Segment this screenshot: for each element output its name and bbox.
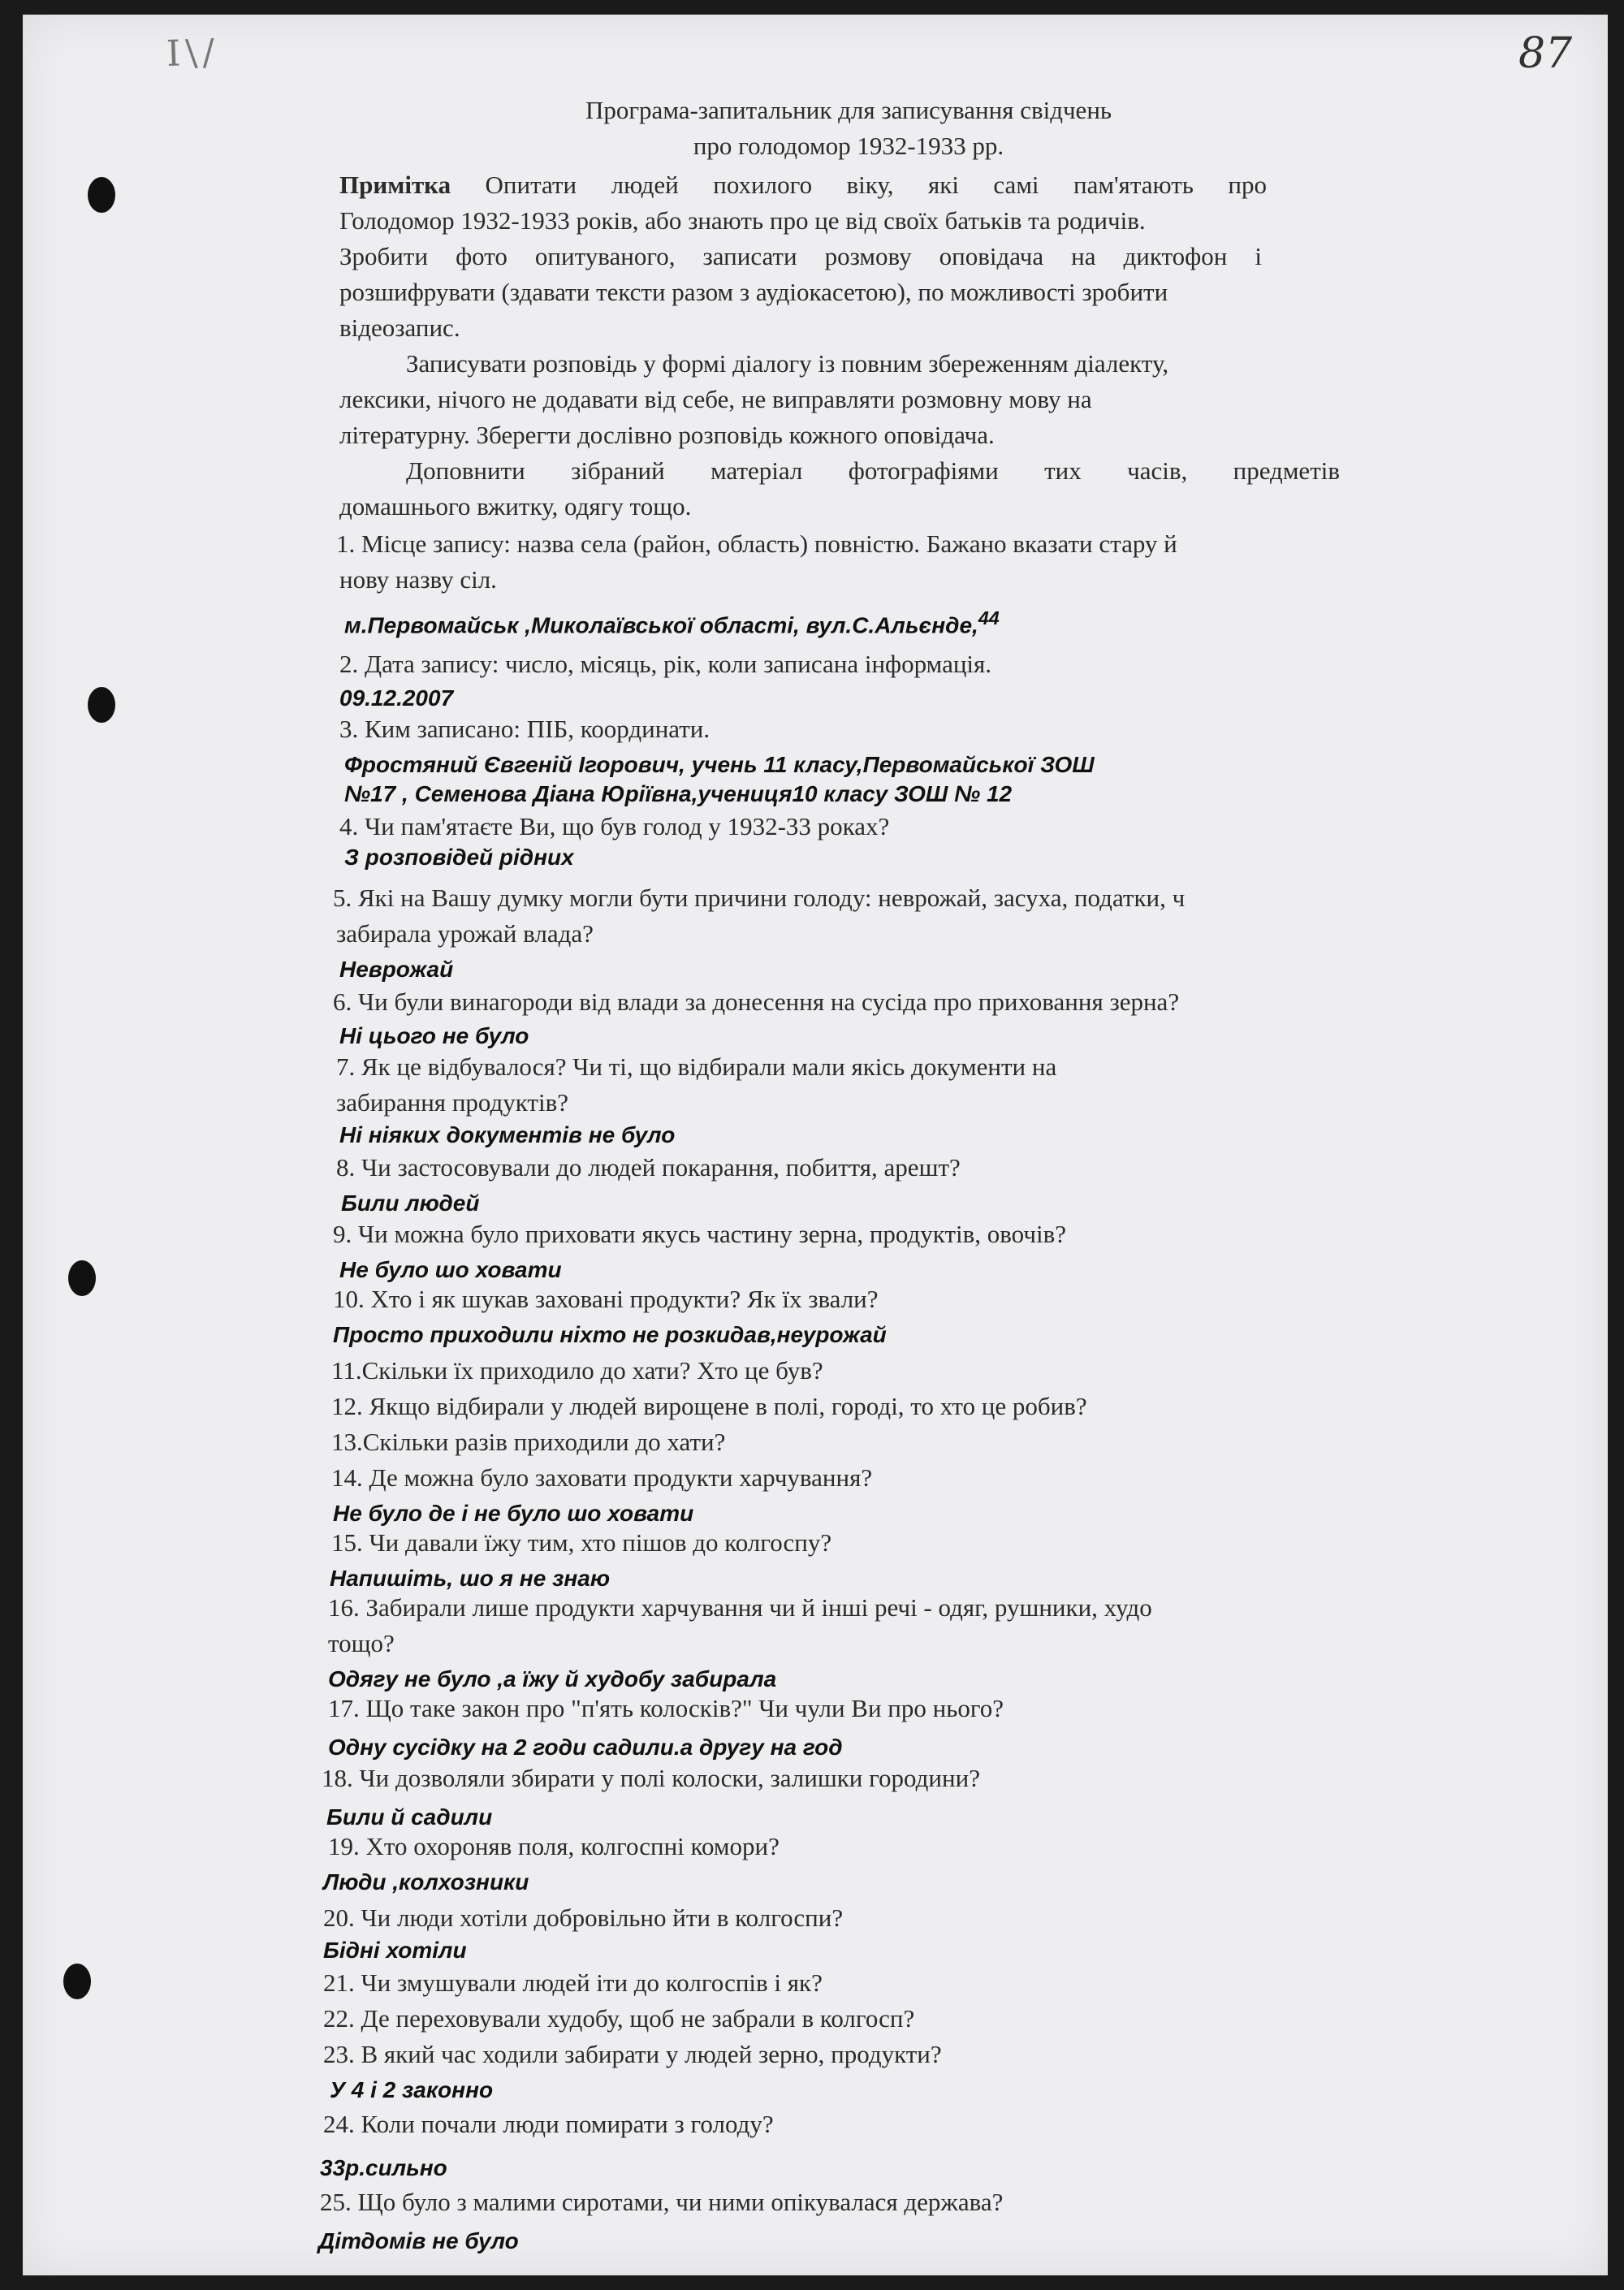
answer: 09.12.2007 <box>339 685 454 711</box>
answer: Одягу не було ,а їжу й худобу забирала <box>328 1666 777 1692</box>
note-text: Опитати людей похилого віку, які самі пам'ятають про <box>485 171 1267 199</box>
question: 11.Скільки їх приходило до хати? Хто це був? <box>331 1356 823 1385</box>
corner-mark: I\/ <box>166 31 220 76</box>
answer: У 4 і 2 законно <box>330 2077 494 2102</box>
question: 1. Місце запису: назва села (район, область) повністю. Бажано вказати стару й <box>336 529 1177 558</box>
answer: Били людей <box>341 1190 480 1216</box>
question: 20. Чи люди хотіли добровільно йти в колгоспи? <box>323 1903 844 1932</box>
answer-text: м.Первомайськ ,Миколаївської області, вул.С.Альєнде, <box>344 612 978 638</box>
question: 22. Де переховували худобу, щоб не забрали в колгосп? <box>323 2004 915 2033</box>
answer-superscript: 44 <box>978 607 1000 629</box>
question: забирала урожай влада? <box>336 919 594 948</box>
note-label: Примітка <box>339 171 451 199</box>
question: 3. Ким записано: ПІБ, координати. <box>339 715 710 743</box>
answer: Не було де і не було шо ховати <box>333 1501 694 1526</box>
question: 7. Як це відбувалося? Чи ті, що відбирали мали якісь документи на <box>336 1052 1057 1081</box>
intro-line: розшифрувати (здавати тексти разом з аудіокасетою), по можливості зробити <box>339 278 1168 306</box>
question: 10. Хто і як шукав заховані продукти? Як їх звали? <box>333 1285 879 1313</box>
answer: №17 , Семенова Діана Юріївна,учениця10 класу ЗОШ № 12 <box>344 781 1013 806</box>
question: 6. Чи були винагороди від влади за донесення на сусіда про приховання зерна? <box>333 987 1180 1016</box>
question: 9. Чи можна було приховати якусь частину зерна, продуктів, овочів? <box>333 1220 1066 1248</box>
question: нову назву сіл. <box>339 565 497 594</box>
punch-hole <box>88 687 115 723</box>
answer: Не було шо ховати <box>339 1257 562 1282</box>
answer <box>344 607 1000 638</box>
answer: Фростяний Євгеній Ігорович, учень 11 класу,Первомайської ЗОШ <box>344 752 1095 777</box>
answer: Били й садили <box>326 1804 493 1830</box>
answer: Ні ніяких документів не було <box>339 1122 676 1147</box>
question: 14. Де можна було заховати продукти харчування? <box>331 1463 873 1492</box>
question: 2. Дата запису: число, місяць, рік, коли записана інформація. <box>339 650 992 678</box>
question: тощо? <box>328 1629 395 1657</box>
punch-hole <box>63 1964 91 1999</box>
question: 4. Чи пам'ятаєте Ви, що був голод у 1932-33 роках? <box>339 812 890 840</box>
question: 5. Які на Вашу думку могли бути причини голоду: неврожай, засуха, податки, ч <box>333 884 1186 912</box>
answer: Дітдомів не було <box>318 2228 519 2253</box>
intro-line: Голодомор 1932-1933 років, або знають про це від своїх батьків та родичів. <box>339 206 1146 235</box>
question: 17. Що таке закон про "п'ять колосків?" Чи чули Ви про нього? <box>328 1694 1004 1722</box>
answer: Неврожай <box>339 957 454 982</box>
question: 25. Що було з малими сиротами, чи ними опікувалася держава? <box>320 2188 1004 2216</box>
page-subtitle: про голодомор 1932-1933 рр. <box>693 132 1004 160</box>
intro-line: домашнього вжитку, одягу тощо. <box>339 492 692 521</box>
answer: З розповідей рідних <box>344 845 574 870</box>
answer: Одну сусідку на 2 годи садили.а другу на год <box>328 1735 843 1760</box>
question: 12. Якщо відбирали у людей вирощене в полі, городі, то хто це робив? <box>331 1392 1087 1420</box>
question: 19. Хто охороняв поля, колгоспні комори? <box>328 1832 780 1860</box>
answer: Напишіть, шо я не знаю <box>330 1566 611 1591</box>
question: 18. Чи дозволяли збирати у полі колоски, залишки городини? <box>322 1764 980 1792</box>
answer: Просто приходили ніхто не розкидав,неурожай <box>333 1322 887 1347</box>
question: 13.Скільки разів приходили до хати? <box>331 1428 726 1456</box>
question: 8. Чи застосовували до людей покарання, побиття, арешт? <box>336 1153 961 1182</box>
question: 21. Чи змушували людей іти до колгоспів і як? <box>323 1968 823 1997</box>
note-line <box>339 171 1267 200</box>
question: 15. Чи давали їжу тим, хто пішов до колгоспу? <box>331 1528 832 1557</box>
question: забирання продуктів? <box>336 1088 568 1117</box>
question: 24. Коли почали люди помирати з голоду? <box>323 2110 774 2138</box>
punch-hole <box>68 1260 96 1296</box>
question: 23. В який час ходили забирати у людей зерно, продукти? <box>323 2040 942 2068</box>
intro-line: Записувати розповідь у формі діалогу із повним збереженням діалекту, <box>406 349 1169 378</box>
answer: Люди ,колхозники <box>323 1869 529 1895</box>
intro-line: літературну. Зберегти дослівно розповідь кожного оповідача. <box>339 421 995 449</box>
answer: 33р.сильно <box>320 2155 447 2180</box>
intro-line: Доповнити зібраний матеріал фотографіями тих часів, предметів <box>406 456 1340 485</box>
page-number: 87 <box>1518 29 1573 78</box>
punch-hole <box>88 177 115 213</box>
intro-line: лексики, нічого не додавати від себе, не виправляти розмовну мову на <box>339 385 1092 413</box>
intro-line: Зробити фото опитуваного, записати розмову оповідача на диктофон і <box>339 242 1262 270</box>
page-title: Програма-запитальник для записування свідчень <box>585 96 1112 124</box>
answer: Ні цього не було <box>339 1023 529 1048</box>
question: 16. Забирали лише продукти харчування чи й інші речі - одяг, рушники, худо <box>328 1593 1152 1622</box>
intro-line: відеозапис. <box>339 313 460 342</box>
answer: Бідні хотіли <box>323 1938 467 1963</box>
